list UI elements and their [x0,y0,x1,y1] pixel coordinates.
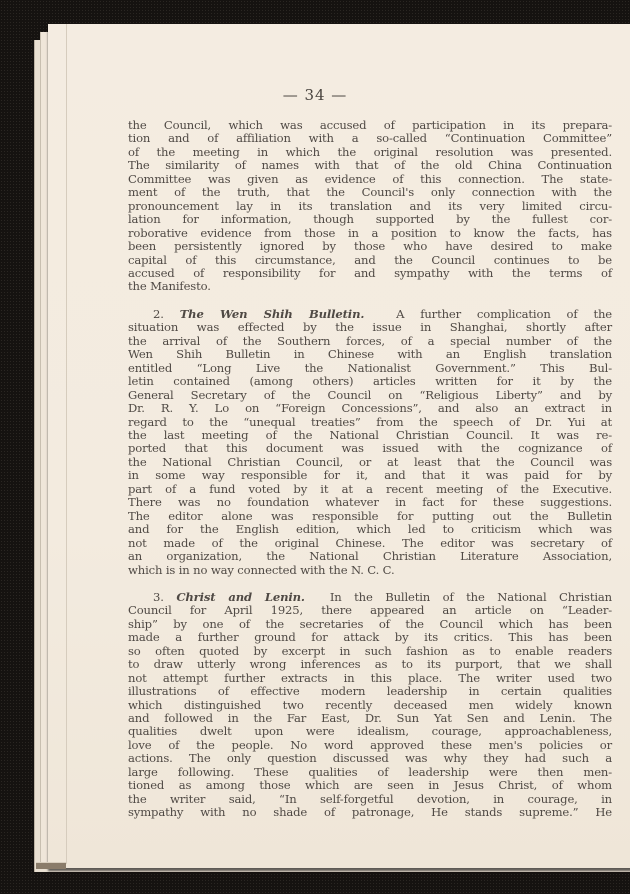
text-line: roborative evidence from those in a position to know the facts, has [128,225,612,240]
text-line: the Manifesto. [128,279,211,294]
text-line: Committee was given as evidence of this connection. The state- [128,171,612,186]
text-line: pronouncement lay in its translation and its very limited circu- [128,198,612,213]
text-line: ported that this document was issued with the cognizance of [128,441,612,456]
text-line: Dr. R. Y. Lo on “Foreign Concessions”, and also an extract in [128,401,612,416]
text-line: entitled “Long Live the Nationalist Government.” This Bul- [128,360,612,375]
text-line: Council for April 1925, there appeared an article on “Leader- [128,603,612,618]
text-line: the Council, which was accused of participation in its prepara- [128,118,612,132]
text-line: and for the English edition, which led to criticism which was [128,522,612,537]
text-line: ship” by one of the secretaries of the Council which has been [128,616,612,631]
paragraph-2 [128,308,612,577]
text-line: letin contained (among others) articles written for it by the [128,374,612,389]
text-line: been persistently ignored by those who have desired to make [128,239,612,254]
text-line: tion and of affiliation with a so-called “Continuation Committee” [128,131,612,146]
section-number: 2. [153,306,164,321]
paragraph-3 [128,591,612,820]
text-line: In the Bulletin of the National Christian [329,589,612,604]
page-fold-line [66,24,67,864]
section-number: 3. [153,589,164,604]
text-line: not attempt further extracts in this place. The writer used two [128,670,612,685]
text-line: the arrival of the Southern forces, of a special number of the [128,333,612,348]
text-line: the last meeting of the National Christian Council. It was re- [128,427,612,442]
body-text [128,119,612,820]
text-line: There was no foundation whatever in fact for these suggestions. [128,495,612,510]
text-line: Wen Shih Bulletin in Chinese with an English translation [128,347,612,362]
text-line: sympathy with no shade of patronage, He stands supreme.” He [128,805,612,820]
paragraph-first-line [128,308,612,321]
text-line: accused of responsibility for and sympathy with the terms of [128,265,612,280]
paragraph-1 [128,119,612,294]
text-line: not made of the original Chinese. The editor was secretary of [128,535,612,550]
text-line: ment of the truth, that the Council's only connection with the [128,185,612,200]
section-heading: The Wen Shih Bulletin. [179,306,365,321]
text-line: so often quoted by excerpt in such fashion as to enable readers [128,643,612,658]
page-number: — 34 — [282,86,348,104]
text-line: love of the people. No word approved these men's policies or [128,737,612,752]
text-line: which distinguished two recently deceased men widely known [128,697,612,712]
text-line: General Secretary of the Council on “Religious Liberty” and by [128,387,612,402]
text-line: The editor alone was responsible for putting out the Bulletin [128,508,612,523]
text-line: actions. The only question discussed was why they had such a [128,751,612,766]
page-bottom-edge [36,862,66,869]
text-line: the writer said, “In self-forgetful devotion, in courage, in [128,791,612,806]
text-line: tioned as among those which are seen in Jesus Christ, of whom [128,778,612,793]
text-line: situation was effected by the issue in Shanghai, shortly after [128,320,612,335]
text-line: capital of this circumstance, and the Council continues to be [128,252,612,267]
text-line: part of a fund voted by it at a recent meeting of the Executive. [128,481,612,496]
text-line: illustrations of effective modern leadership in certain qualities [128,684,612,699]
section-heading: Christ and Lenin. [176,589,305,604]
text-line: and followed in the Far East, Dr. Sun Yat Sen and Lenin. The [128,711,612,726]
text-line: the National Christian Council, or at least that the Council was [128,454,612,469]
text-line: regard to the “unequal treaties” from the speech of Dr. Yui at [128,414,612,429]
text-line: qualities dwelt upon were idealism, courage, approachableness, [128,724,612,739]
text-line: to draw utterly wrong inferences as to its purport, that we shall [128,657,612,672]
text-line: large following. These qualities of leadership were then men- [128,764,612,779]
text-line: of the meeting in which the original resolution was presented. [128,144,612,159]
text-line: The similarity of names with that of the old China Continuation [128,158,612,173]
text-line: in some way responsible for it, and that it was paid for by [128,468,612,483]
text-line: which is in no way connected with the N. C. C. [128,562,395,577]
text-line: lation for information, though supported by the fullest cor- [128,212,612,227]
text-line: A further complication of the [396,306,612,321]
text-line: an organization, the National Christian Literature Association, [128,549,612,564]
paragraph-first-line [128,591,612,604]
text-line: made a further ground for attack by its critics. This has been [128,630,612,645]
